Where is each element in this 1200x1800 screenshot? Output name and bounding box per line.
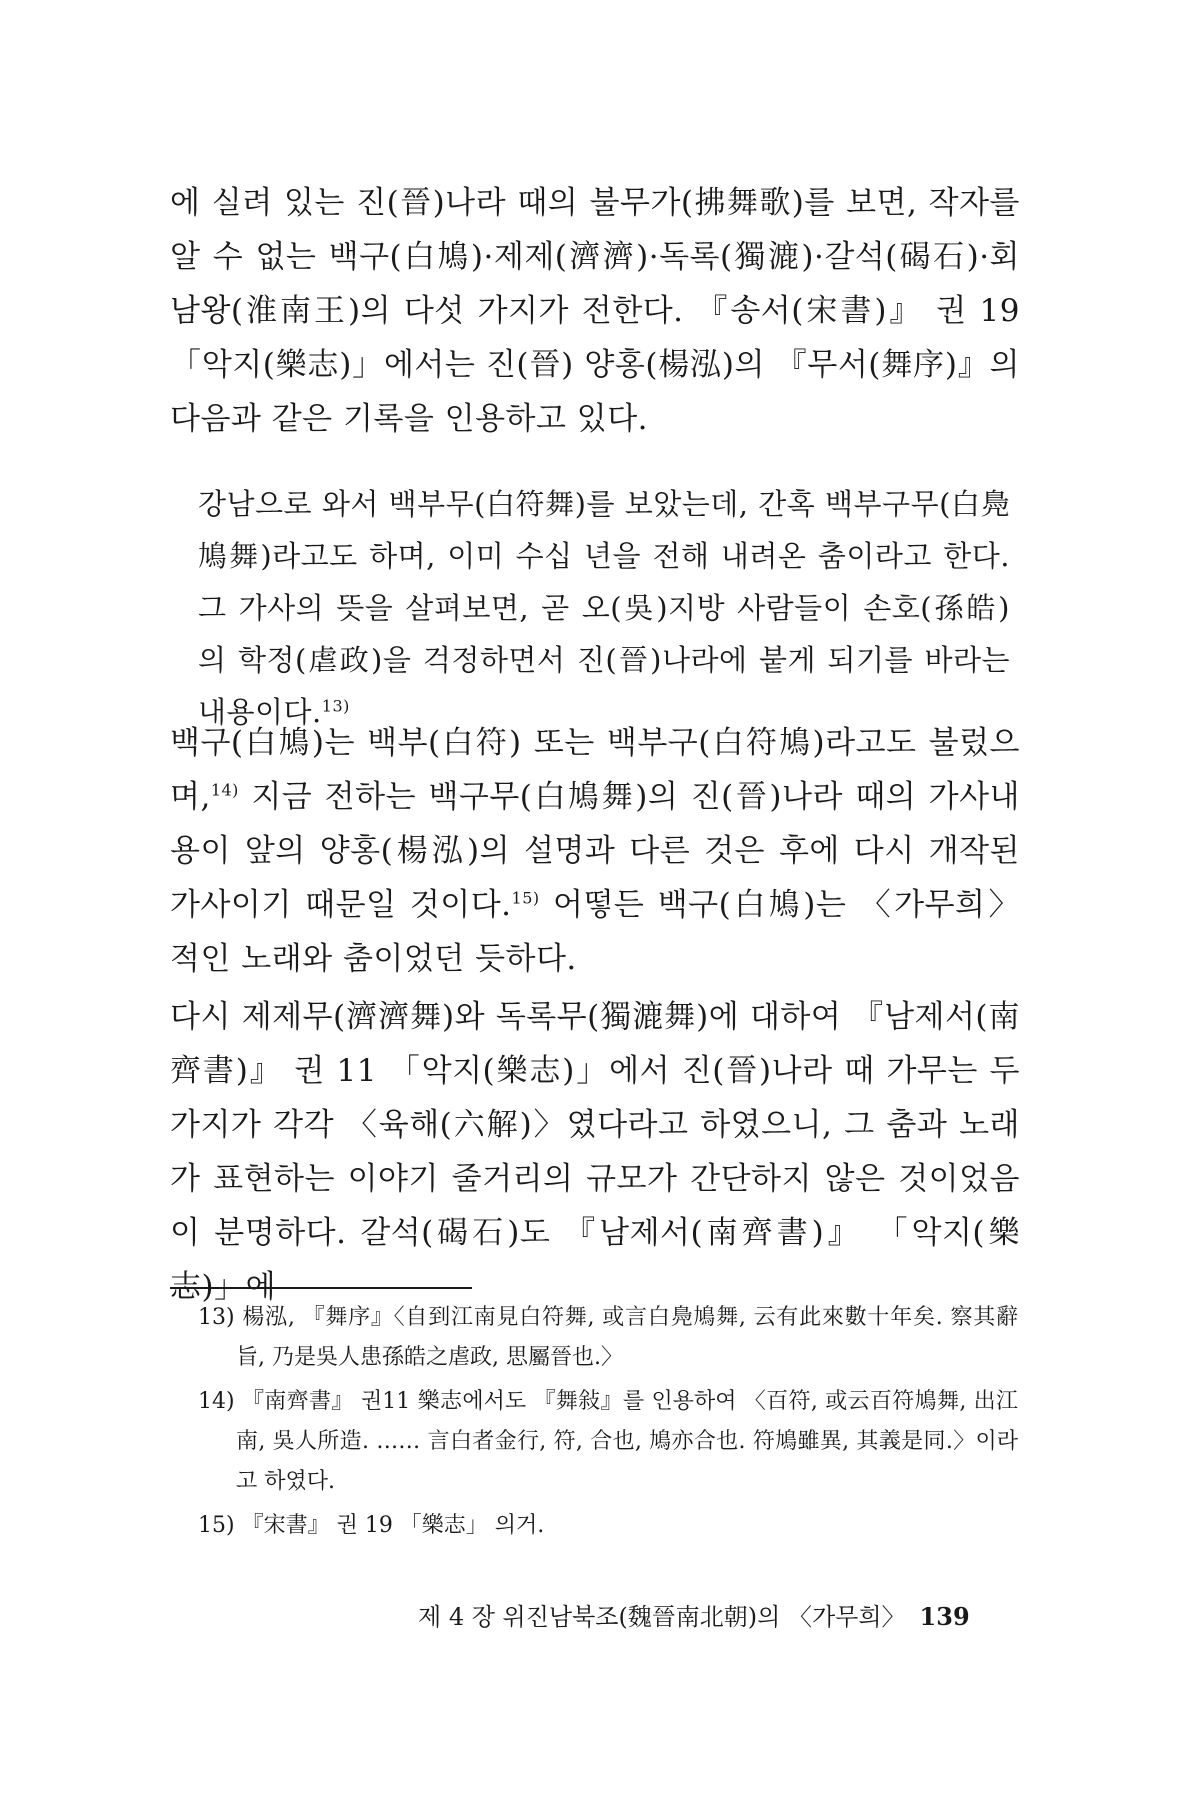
footnote-text: 『南齊書』 권11 樂志에서도 『舞敍』를 인용하여 〈百符, 或云百符鳩舞, 出江南, 吳人所造. …… 言白者金行, 符, 合也, 鳩亦合也. 符鳩雖異, 其義是同.〉이라고 하였다. [236,1389,1019,1494]
quote-paragraph [198,478,1010,738]
body-paragraph-1 [170,176,1020,446]
footnote-label: 13) [198,1305,235,1330]
footnote-label: 14) [198,1389,235,1414]
footnote-14 [198,1382,1018,1502]
paragraph-text-part: 어떻든 백구(白鳩)는 〈가무희〉적인 노래와 춤이었던 듯하다. [170,887,1020,977]
footnote-ref-15: 15) [511,888,540,908]
footnote-15 [198,1506,1018,1546]
paragraph-text: 에 실려 있는 진(晉)나라 때의 불무가(拂舞歌)를 보면, 작자를 알 수 없는 백구(白鳩)·제제(濟濟)·독록(獨漉)·갈석(碣石)·회남왕(淮南王)의 다섯 가지가 전한다. 『송서(宋書)』 권 19 「악지(樂志)」에서는 진(晉) 양홍(楊泓)의 『무서(舞序)』의 다음과 같은 기록을 인용하고 있다. [170,185,1020,437]
footnotes [198,1298,1018,1550]
footnote-text: 『宋書』 권 19 「樂志」 의거. [241,1513,545,1538]
body-paragraph-3 [170,990,1020,1314]
quote-text: 강남으로 와서 백부무(白符舞)를 보았는데, 간혹 백부구무(白鳧鳩舞)라고도 하며, 이미 수십 년을 전해 내려온 춤이라고 한다. 그 가사의 뜻을 살펴보면, 곧 오(吳)지방 사람들이 손호(孫皓)의 학정(虐政)을 걱정하면서 진(晉)나라에 붙게 되기를 바라는 내용이다. [198,487,1010,729]
running-footer [418,1600,1018,1634]
paragraph-text [170,716,1020,986]
footnote-13 [198,1298,1018,1378]
footnote-ref-13: 13) [321,696,350,716]
footnote-divider [170,1287,472,1289]
paragraph-text-part: 지금 전하는 백구무(白鳩舞)의 진(晉)나라 때의 가사내용이 앞의 양홍(楊泓)의 설명과 다른 것은 후에 다시 개작된 가사이기 때문일 것이다. [170,779,1020,923]
footnote-label: 15) [198,1513,235,1538]
page-number: 139 [919,1602,970,1631]
paragraph-text-part: 백구(白鳩)는 백부(白符) 또는 백부구(白符鳩)라고도 불렀으며, [170,725,1020,815]
footnote-ref-14: 14) [210,780,239,800]
paragraph-text: 다시 제제무(濟濟舞)와 독록무(獨漉舞)에 대하여 『남제서(南齊書)』 권 11 「악지(樂志)」에서 진(晉)나라 때 가무는 두 가지가 각각 〈육해(六解)〉였다라고 하였으니, 그 춤과 노래가 표현하는 이야기 줄거리의 규모가 간단하지 않은 것이었음이 분명하다. 갈석(碣石)도 『남제서(南齊書)』 「악지(樂志)」에 [170,999,1020,1305]
block-quote [198,478,1010,738]
body-paragraph-2 [170,716,1020,986]
footnote-text: 楊泓, 『舞序』〈自到江南見白符舞, 或言白鳧鳩舞, 云有此來數十年矣. 察其辭旨, 乃是吳人患孫皓之虐政, 思屬晉也.〉 [236,1305,1018,1370]
chapter-title: 제 4 장 위진남북조(魏晉南北朝)의 〈가무희〉 [418,1603,906,1631]
